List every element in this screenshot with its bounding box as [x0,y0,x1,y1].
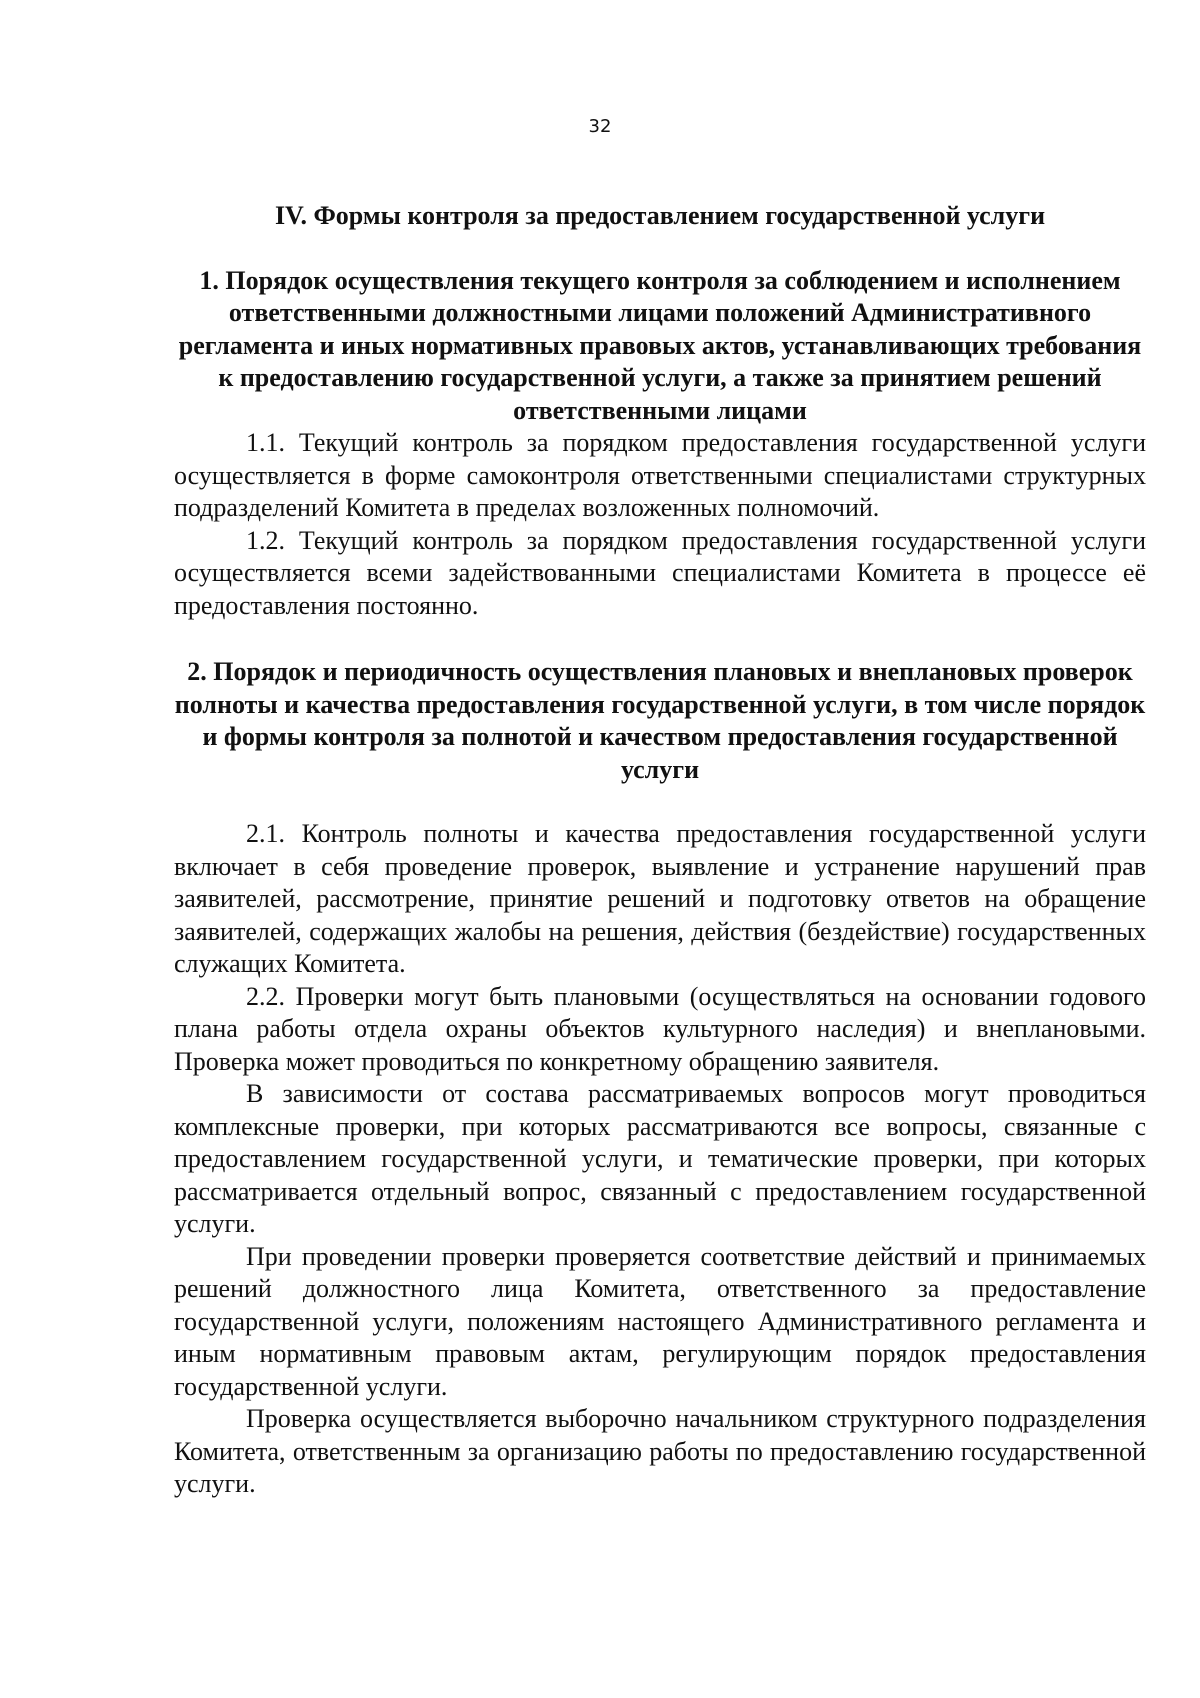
page-number: 32 [588,116,612,137]
subsection-2-title: 2. Порядок и периодичность осуществления плановых и внеплановых проверок полноты и качества предоставления государственной услуги, в том числе порядок и формы контроля за полнотой и качеством предоставления государственной услуги [174,657,1146,784]
paragraph-2-4: При проведении проверки проверяется соответствие действий и принимаемых решений должностного лица Комитета, ответственного за предоставление государственной услуги, положениям настоящего Административного регламента и иным нормативным правовым актам, регулирующим порядок предоставления государственной услуги. [174,1241,1146,1401]
section-title: IV. Формы контроля за предоставлением государственной услуги [274,201,1046,230]
paragraph-2-2: 2.2. Проверки могут быть плановыми (осуществляться на основании годового плана работы отдела охраны объектов культурного наследия) и внеплановыми. Проверка может проводиться по конкретному обращению заявителя. [174,981,1146,1076]
subsection-1-title: 1. Порядок осуществления текущего контроля за соблюдением и исполнением ответственными должностными лицами положений Административного регламента и иных нормативных правовых актов, устанавливающих требования к предоставлению государственной услуги, а также за принятием решений ответственными лицами [178,265,1142,425]
paragraph-1-1: 1.1. Текущий контроль за порядком предоставления государственной услуги осуществляется в форме самоконтроля ответственными специалистами структурных подразделений Комитета в пределах возложенных полномочий. [174,428,1146,522]
document-body [174,200,1146,1501]
paragraph-2-5: Проверка осуществляется выборочно начальником структурного подразделения Комитета, ответственным за организацию работы по предоставлению государственной услуги. [174,1404,1146,1498]
paragraph-2-3: В зависимости от состава рассматриваемых вопросов могут проводиться комплексные проверки, при которых рассматриваются все вопросы, связанные с предоставлением государственной услуги, и тематические проверки, при которых рассматривается отдельный вопрос, связанный с предоставлением государственной услуги. [174,1079,1146,1238]
paragraph-1-2: 1.2. Текущий контроль за порядком предоставления государственной услуги осуществляется всеми задействованными специалистами Комитета в процессе её предоставления постоянно. [174,525,1146,620]
paragraph-2-1: 2.1. Контроль полноты и качества предоставления государственной услуги включает в себя проведение проверок, выявление и устранение нарушений прав заявителей, рассмотрение, принятие решений и подготовку ответов на обращение заявителей, содержащих жалобы на решения, действия (бездействие) государственных служащих Комитета. [174,819,1146,978]
